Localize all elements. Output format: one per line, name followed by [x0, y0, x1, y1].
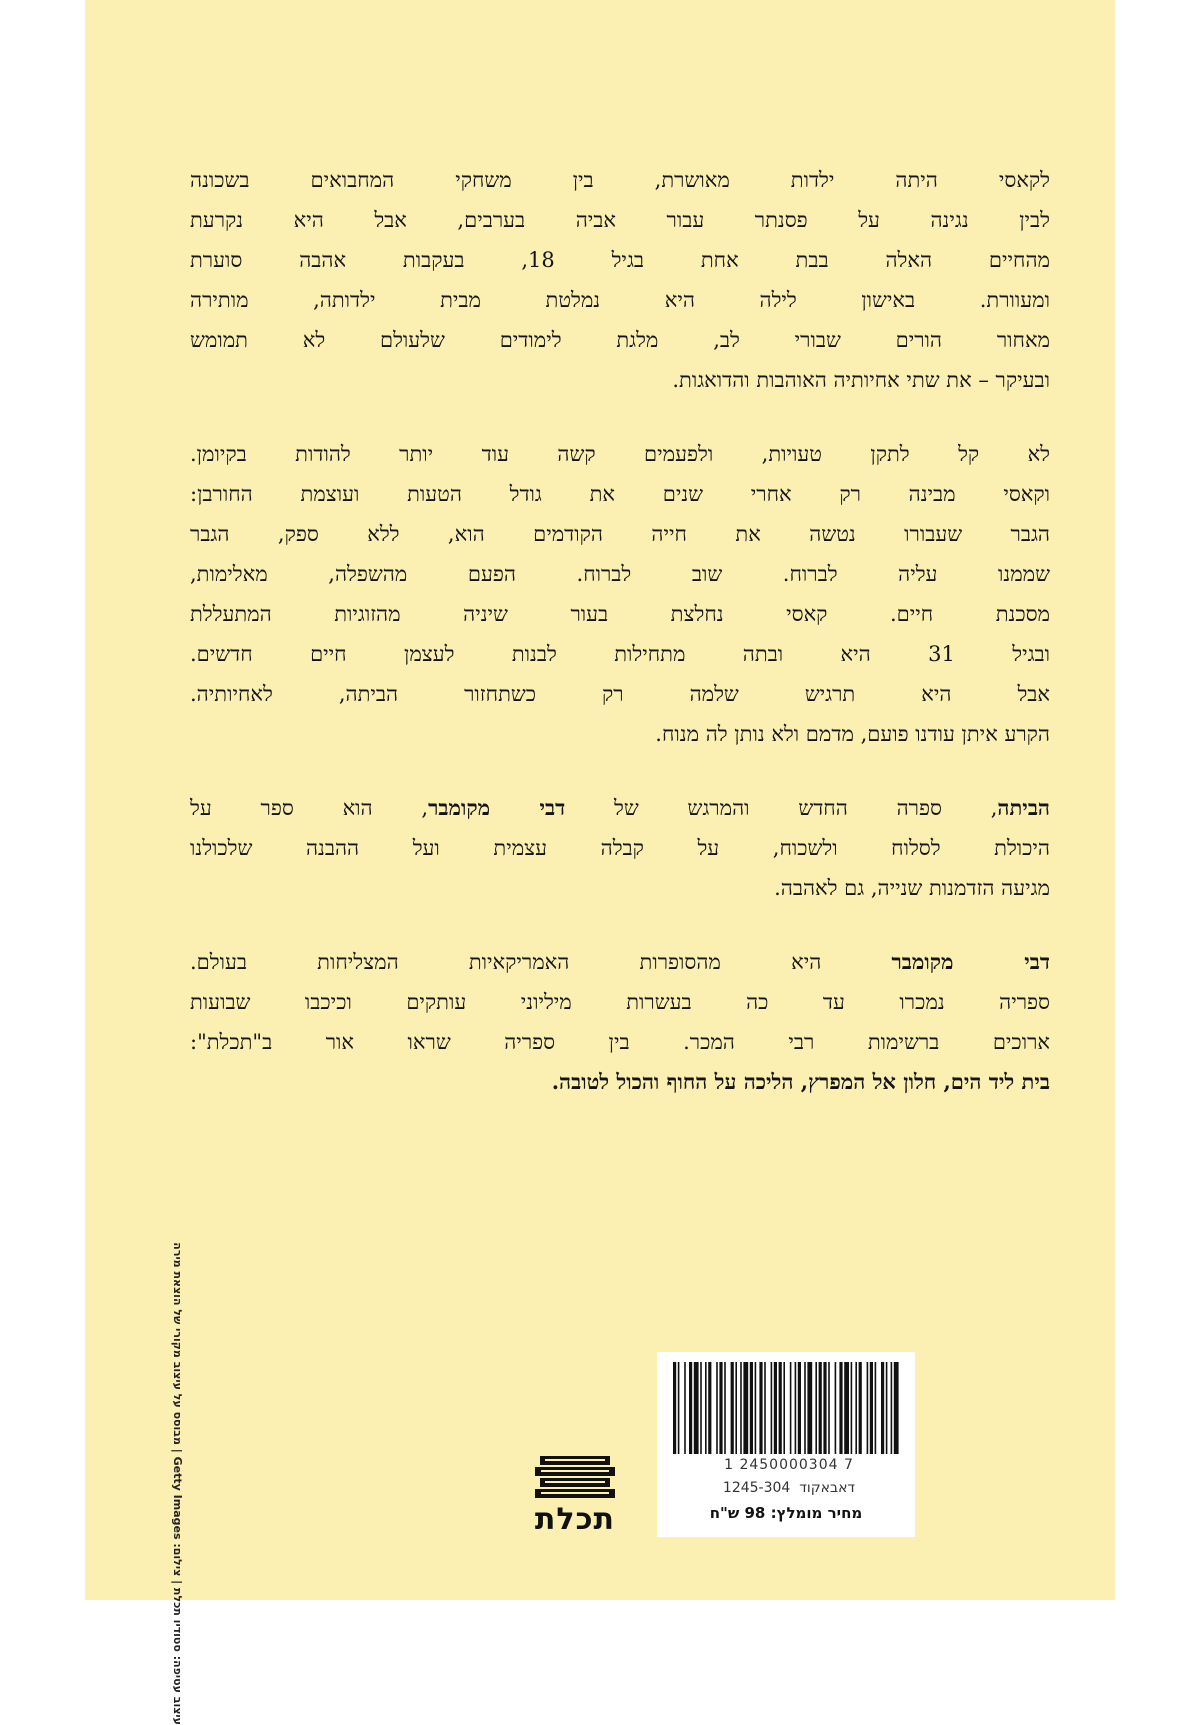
dab-code-line [679, 1480, 899, 1496]
blurb-line: הקרע איתן עודנו פועם, מדמם ולא נותן לה מנוח. [655, 722, 1050, 746]
blurb-line: מגיעה הזדמנות שנייה, גם לאהבה. [774, 876, 1050, 900]
blurb-paragraph-3 [190, 788, 1050, 908]
isbn-number: 1 2450000304 7 [724, 1457, 854, 1473]
blurb-line: שממנו עליה לברוח. שוב לברוח. הפעם מהשפלה, מאלימות, [190, 562, 1050, 586]
blurb-text-run: היא מהסופרות האמריקאיות המצליחות בעולם. [190, 950, 892, 974]
blurb-line: לא קל לתקן טעויות, ולפעמים קשה עוד יותר להודות בקיומן. [190, 442, 1050, 466]
blurb-line: היכולת לסלוח ולשכוח, על קבלה עצמית ועל ההבנה שלכולנו [190, 836, 1050, 860]
blurb-line [190, 942, 1050, 982]
barcode-panel [657, 1352, 915, 1537]
dab-label: דאבאקוד [799, 1480, 856, 1496]
credit-text: עיצוב עטיפה: סטודיו תכלת | צילום: Getty Images | מבוסס על עיצוב מקורי של הוצאת מירה [171, 1242, 184, 1725]
blurb-line: ובעיקר – את שתי אחיותיה האוהבות והדואגות. [672, 368, 1050, 392]
blurb-line: אבל היא תרגיש שלמה רק כשתחזור הביתה, לאחיותיה. [190, 682, 1050, 706]
blurb-text-run: , ספרה החדש והמרגש של [565, 796, 998, 820]
recommended-price: מחיר מומלץ: 98 ש"ח [709, 1504, 863, 1522]
blurb-line: מסכנת חיים. קאסי נחלצת בעור שיניה מהזוגיות המתעללת [190, 602, 1050, 626]
blurb-line: וקאסי מבינה רק אחרי שנים את גודל הטעות ועוצמת החורבן: [190, 482, 1050, 506]
blurb-line: לקאסי היתה ילדות מאושרת, בין משחקי המחבואים בשכונה [190, 168, 1050, 192]
blurb-text [190, 160, 1050, 1136]
blurb-line [190, 788, 1050, 828]
publisher-name: תכלת [534, 1502, 616, 1537]
blurb-paragraph-1 [190, 160, 1050, 400]
publisher-logo [525, 1452, 625, 1562]
blurb-line: מהחיים האלה בבת אחת בגיל 18, בעקבות אהבה סוערת [190, 248, 1050, 272]
author-bio-paragraph [190, 942, 1050, 1102]
blurb-line: ארוכים ברשימות רבי המכר. בין ספריה שראו אור ב"תכלת": [190, 1030, 1050, 1054]
book-list-line: בית ליד הים, חלון אל המפרץ, הליכה על החוף והכול לטובה. [551, 1069, 1050, 1094]
blurb-line: ומעוורת. באישון לילה היא נמלטת מבית ילדותה, מותירה [190, 288, 1050, 312]
blurb-line: ספריה נמכרו עד כה בעשרות מיליוני עותקים וכיכבו שבועות [190, 990, 1050, 1014]
blurb-paragraph-2 [190, 434, 1050, 754]
stacked-books-icon [525, 1452, 625, 1502]
blurb-line: מאחור הורים שבורי לב, מלגת לימודים שלעולם לא תמומש [190, 328, 1050, 352]
blurb-line: הגבר שעבורו נטשה את חייה הקודמים הוא, ללא ספק, הגבר [190, 522, 1050, 546]
blurb-line: לבין נגינה על פסנתר עבור אביה בערבים, אבל היא נקרעת [190, 208, 1050, 232]
barcode-icon [673, 1362, 899, 1454]
dab-code: 1245-304 [722, 1480, 791, 1496]
author-name: דבי מקומבר [428, 795, 566, 820]
blurb-text-run: , הוא ספר על [190, 796, 429, 820]
book-title: הביתה [997, 795, 1050, 820]
author-name: דבי מקומבר [891, 949, 1050, 974]
blurb-line: ובגיל 31 היא ובתה מתחילות לבנות לעצמן חיים חדשים. [190, 642, 1050, 666]
